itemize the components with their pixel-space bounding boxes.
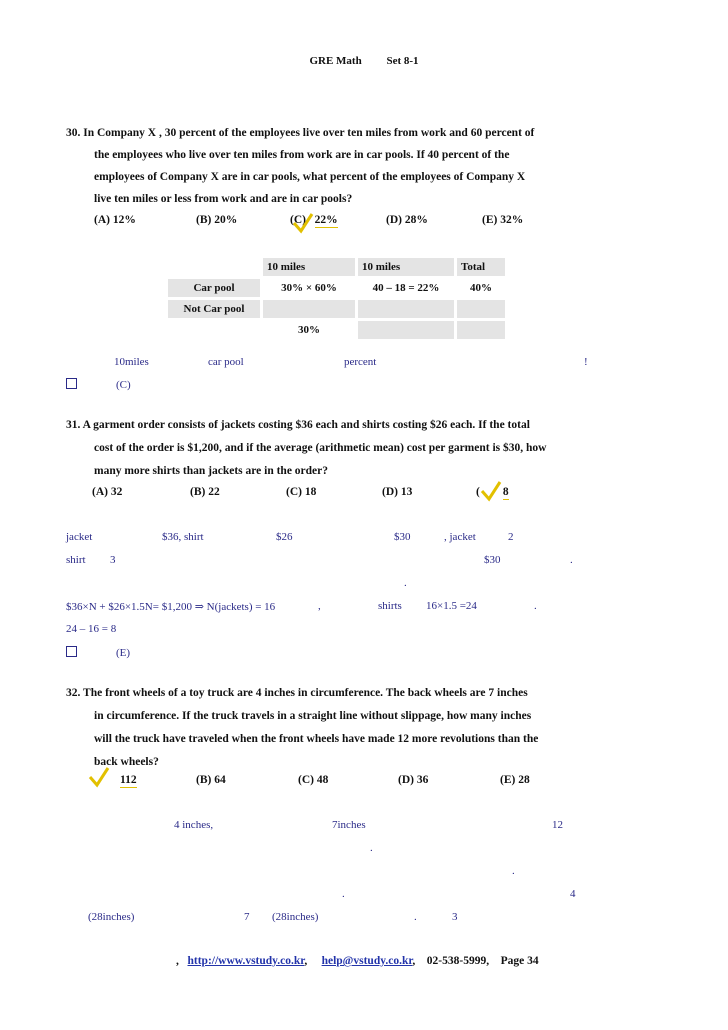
q32-line-4: back wheels? bbox=[94, 756, 159, 768]
q31-sol-1b: $36, shirt bbox=[162, 531, 204, 543]
q31-option-e-label: ( bbox=[476, 486, 480, 498]
q30-option-e: (E) 32% bbox=[482, 214, 524, 226]
q32-sol-j: (28inches) bbox=[272, 911, 319, 923]
answer-box-icon bbox=[66, 378, 77, 389]
q31-sol-2d: . bbox=[570, 554, 573, 566]
table-header-over: 10 miles bbox=[263, 258, 355, 276]
q32-line-3: will the truck have traveled when the front wheels have made 12 more revolutions than the bbox=[94, 733, 539, 745]
q31-equation-5: . bbox=[534, 600, 537, 612]
q32-sol-f: . bbox=[342, 888, 345, 900]
email-link[interactable]: help@vstudy.co.kr bbox=[321, 955, 413, 967]
q32-line-2: in circumference. If the truck travels in a straight line without slippage, how many inches bbox=[94, 710, 532, 722]
q30-line-1: 30. In Company X , 30 percent of the employees live over ten miles from work and 60 percent of bbox=[66, 127, 535, 139]
q32-sol-d: . bbox=[370, 842, 373, 854]
q32-sol-c: 12 bbox=[552, 819, 563, 831]
q31-line-3: many more shirts than jackets are in the order? bbox=[94, 465, 329, 477]
q32-sol-e: . bbox=[512, 865, 515, 877]
q31-line-2: cost of the order is $1,200, and if the average (arithmetic mean) cost per garment is $30, how bbox=[94, 442, 547, 454]
q31-answer bbox=[66, 646, 130, 659]
q32-option-a-value: 112 bbox=[120, 774, 137, 786]
answer-box-icon bbox=[66, 646, 77, 657]
q32-option-a bbox=[120, 774, 137, 786]
q31-line-1: 31. A garment order consists of jackets costing $36 each and shirts costing $26 each. If the total bbox=[66, 419, 530, 431]
phone-number: 02-538-5999, bbox=[426, 955, 490, 967]
q31-answer-value: (E) bbox=[116, 647, 131, 659]
q30-option-c-value: 22% bbox=[314, 214, 338, 226]
q31-sol-3: . bbox=[404, 577, 407, 589]
q30-note-a: 10miles bbox=[114, 356, 149, 368]
q32-sol-g: 4 bbox=[570, 888, 576, 900]
q31-sol-1d: $30 bbox=[394, 531, 411, 543]
q31-sol-2b: 3 bbox=[110, 554, 116, 566]
q32-line-1: 32. The front wheels of a toy truck are 4 inches in circumference. The back wheels are 7 inches bbox=[66, 687, 528, 699]
q31-sol-1f: 2 bbox=[508, 531, 514, 543]
website-link[interactable]: http://www.vstudy.co.kr bbox=[187, 955, 305, 967]
table-row-not-car-pool: Not Car pool bbox=[168, 300, 260, 318]
q31-option-d: (D) 13 bbox=[382, 486, 413, 498]
q31-option-a: (A) 32 bbox=[92, 486, 123, 498]
q32-option-b: (B) 64 bbox=[196, 774, 226, 786]
page-footer: , http://www.vstudy.co.kr, help@vstudy.co.kr, 02-538-5999, Page 34 bbox=[176, 955, 539, 967]
check-mark-icon bbox=[480, 480, 502, 502]
table-row-car-pool: Car pool bbox=[168, 279, 260, 297]
q30-line-2: the employees who live over ten miles from work are in car pools. If 40 percent of the bbox=[94, 149, 510, 161]
q31-sol-5: 24 – 16 = 8 bbox=[66, 623, 117, 635]
q32-sol-k: . bbox=[414, 911, 417, 923]
table-cell: 30% bbox=[298, 324, 320, 336]
q32-sol-l: 3 bbox=[452, 911, 458, 923]
q32-sol-h: (28inches) bbox=[88, 911, 135, 923]
q31-option-b: (B) 22 bbox=[190, 486, 220, 498]
q31-equation: $36×N + $26×1.5N= $1,200 ⇒ N(jackets) = 16 bbox=[66, 601, 276, 613]
q30-answer-value: (C) bbox=[116, 379, 131, 391]
header-title: GRE Math bbox=[309, 55, 362, 67]
table-header-under: 10 miles bbox=[358, 258, 454, 276]
q32-sol-b: 7inches bbox=[332, 819, 366, 831]
q30-option-d: (D) 28% bbox=[386, 214, 428, 226]
q30-note-c: percent bbox=[344, 356, 377, 368]
q32-sol-i: 7 bbox=[244, 911, 250, 923]
q30-line-3: employees of Company X are in car pools, what percent of the employees of Company X bbox=[94, 171, 526, 183]
q31-sol-1e: , jacket bbox=[444, 531, 476, 543]
q31-sol-1c: $26 bbox=[276, 531, 293, 543]
table-cell: 40% bbox=[470, 282, 492, 294]
q31-sol-2c: $30 bbox=[484, 554, 501, 566]
q30-line-4: live ten miles or less from work and are in car pools? bbox=[94, 193, 353, 205]
q31-option-e-value: 8 bbox=[502, 486, 509, 498]
q30-option-a: (A) 12% bbox=[94, 214, 136, 226]
q31-sol-1a: jacket bbox=[66, 531, 93, 543]
table-cell: 30% × 60% bbox=[281, 282, 337, 294]
q32-option-e: (E) 28 bbox=[500, 774, 530, 786]
q30-option-c-label: (C) bbox=[290, 214, 306, 226]
q31-sol-2a: shirt bbox=[66, 554, 86, 566]
page-header bbox=[0, 55, 728, 67]
table-header-total: Total bbox=[457, 258, 505, 276]
q30-table bbox=[165, 255, 508, 342]
check-mark-icon bbox=[292, 212, 314, 234]
q30-note-b: car pool bbox=[208, 356, 244, 368]
header-set: Set 8-1 bbox=[386, 55, 419, 67]
page-number: Page 34 bbox=[500, 955, 539, 967]
q32-sol-a: 4 inches, bbox=[174, 819, 214, 831]
q30-answer bbox=[66, 378, 131, 391]
q32-option-c: (C) 48 bbox=[298, 774, 329, 786]
q32-option-d: (D) 36 bbox=[398, 774, 429, 786]
q30-option-b: (B) 20% bbox=[196, 214, 238, 226]
check-mark-icon bbox=[88, 766, 110, 788]
q31-option-c: (C) 18 bbox=[286, 486, 317, 498]
q31-equation-4: 16×1.5 =24 bbox=[426, 600, 477, 612]
q30-note-d: ! bbox=[584, 356, 588, 368]
q31-equation-2: , bbox=[318, 600, 321, 612]
q31-equation-3: shirts bbox=[378, 600, 402, 612]
table-cell: 40 – 18 = 22% bbox=[372, 282, 440, 294]
